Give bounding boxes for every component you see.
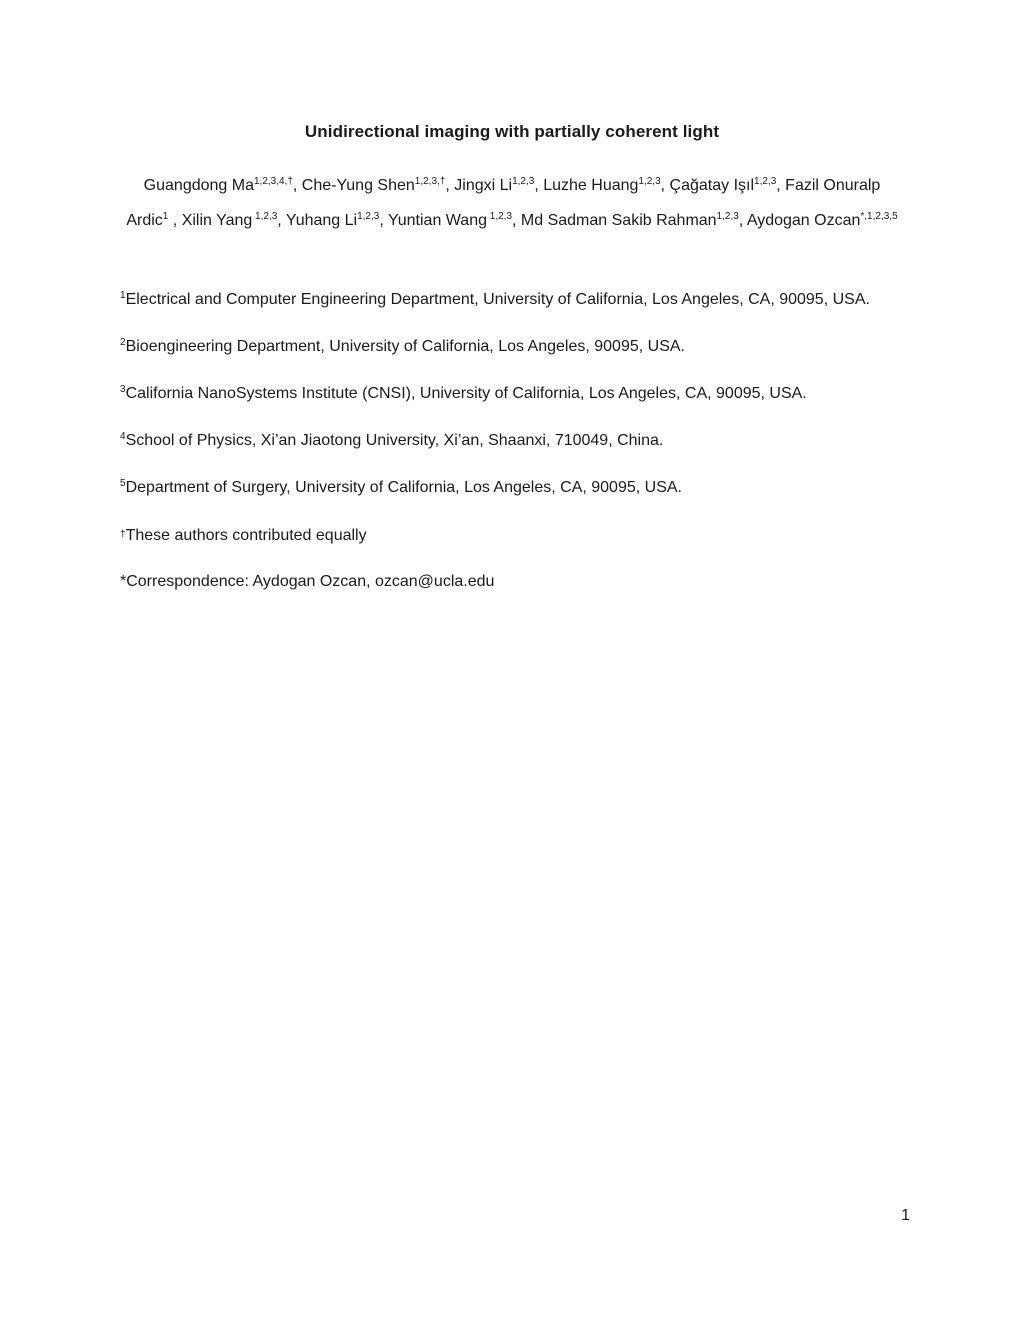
affiliation-item	[120, 384, 920, 431]
equal-contribution-text: These authors contributed equally	[125, 527, 367, 544]
author-separator: ,	[445, 177, 455, 194]
affiliation-mark: 2	[120, 337, 126, 348]
affiliation-text: Department of Surgery, University of California, Los Angeles, CA, 90095, USA.	[125, 479, 682, 496]
author-name	[454, 177, 534, 194]
author-superscript: 1	[162, 211, 169, 222]
author-superscript: *,1,2,3,5	[860, 211, 898, 222]
affiliation-text: California NanoSystems Institute (CNSI), University of California, Los Angeles, CA, 90095, USA.	[125, 385, 807, 402]
author-superscript: 1,2,3	[754, 176, 777, 187]
author-name-text: Luzhe Huang	[543, 177, 639, 194]
author-separator: ,	[292, 177, 302, 194]
author-name	[286, 212, 379, 229]
author-superscript: 1,2,3	[357, 211, 380, 222]
affiliation-text: School of Physics, Xi’an Jiaotong University, Xi’an, Shaanxi, 710049, China.	[125, 432, 664, 449]
author-separator: ,	[534, 177, 544, 194]
author-name	[543, 177, 660, 194]
author-separator: ,	[379, 212, 388, 229]
author-superscript: 1,2,3	[512, 176, 535, 187]
author-name	[521, 212, 739, 229]
author-name-text: Guangdong Ma	[143, 177, 254, 194]
author-name-text: Xilin Yang	[181, 212, 253, 229]
correspondence-note: *Correspondence: Aydogan Ozcan, ozcan@ucla.edu	[120, 573, 495, 590]
author-superscript: 1,2,3,†	[414, 176, 446, 187]
author-name	[670, 177, 777, 194]
author-name	[747, 212, 898, 229]
author-superscript: 1,2,3,4,†	[253, 176, 293, 187]
author-separator: ,	[512, 212, 521, 229]
author-name-text: Che-Yung Shen	[301, 177, 415, 194]
author-name-text: Jingxi Li	[454, 177, 513, 194]
affiliation-list	[120, 290, 920, 619]
affiliation-mark: 4	[120, 431, 126, 442]
affiliation-item	[120, 431, 920, 478]
equal-contribution-note	[120, 525, 920, 572]
author-name-text: Yuntian Wang	[387, 212, 487, 229]
author-separator: ,	[168, 212, 182, 229]
author-name-text: Yuhang Li	[285, 212, 358, 229]
author-separator: ,	[277, 212, 286, 229]
affiliation-text: Bioengineering Department, University of California, Los Angeles, 90095, USA.	[125, 338, 685, 355]
affiliation-text: Electrical and Computer Engineering Department, University of California, Los Angeles, CA, 90095, USA.	[125, 291, 870, 308]
author-name	[182, 212, 278, 229]
affiliation-item	[120, 337, 920, 384]
author-name-text: Aydogan Ozcan	[746, 212, 861, 229]
author-name-text: Fazil Onuralp Ardic	[126, 177, 881, 229]
affiliation-item	[120, 290, 920, 337]
author-name-text: Md Sadman Sakib Rahman	[520, 212, 717, 229]
paper-title: Unidirectional imaging with partially coherent light	[304, 122, 720, 141]
author-name	[302, 177, 446, 194]
affiliation-mark: 3	[120, 384, 126, 395]
affiliation-mark: 5	[120, 478, 126, 489]
affiliation-mark: 1	[120, 290, 126, 301]
author-name-text: Çağatay Işıl	[669, 177, 755, 194]
author-superscript: 1,2,3	[638, 176, 661, 187]
author-separator: ,	[660, 177, 670, 194]
page-number: 1	[901, 1207, 910, 1224]
author-name	[388, 212, 512, 229]
author-separator: ,	[738, 212, 747, 229]
dagger-mark: †	[120, 529, 126, 540]
author-superscript: 1,2,3	[716, 211, 739, 222]
author-separator: ,	[776, 177, 786, 194]
author-superscript: 1,2,3	[486, 211, 513, 222]
author-list	[125, 168, 899, 238]
author-name	[144, 177, 293, 194]
author-superscript: 1,2,3	[252, 211, 278, 222]
affiliation-item	[120, 478, 920, 525]
